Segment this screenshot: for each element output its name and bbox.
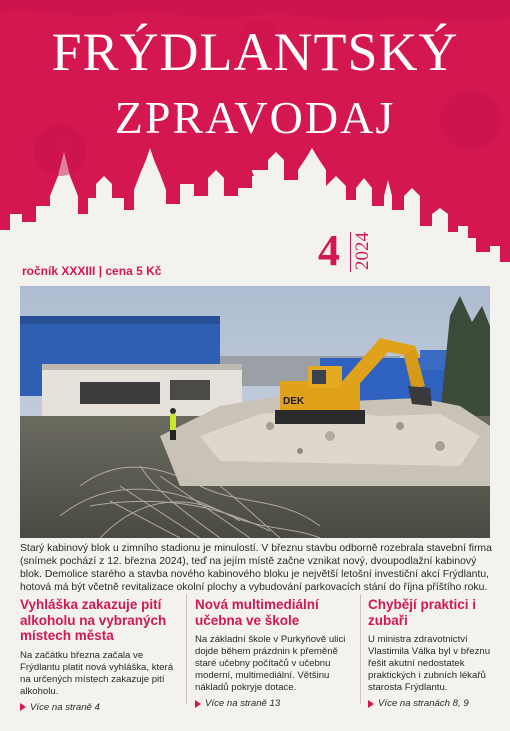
article-title: Chybějí praktici i zubaři [368,597,477,628]
issue-year: 2024 [352,232,373,270]
issue-number: 4 [318,226,340,275]
read-more-label: Více na straně 13 [205,698,281,709]
read-more-label: Více na straně 4 [30,701,100,713]
article-title: Vyhláška zakazuje pití alkoholu na vybraných místech města [20,597,167,643]
article-text: Na základní škole v Purkyňově ulici dojde během prázdnin k přeměně staré učebny počítačů v učebnu moderní, multimediální. Většinu nákladů pokryje dotace. [195,634,346,693]
photo-caption: Starý kabinový blok u zimního stadionu je minulostí. V březnu stavbu odborně rozebrala stavební firma (snímek pochází z 12. března 2024), teď na jejím místě začne vznikat nový, dvoupodlažní kabinový blok. Demolice starého a stavba nového kabinového bloku je největší letošní investiční akcí Frýdlantu, hotová má být včetně revitalizace okolní plochy a vybudování parkovacích stání do října příštího roku. [20,543,492,593]
issue-year-wrap [352,226,374,276]
article-text: Na začátku března začala ve Frýdlantu platit nová vyhláška, která na určených místech zakazuje pití alkoholu. [20,649,174,697]
read-more-label: Více na stranách 8, 9 [378,698,469,709]
article-text: U ministra zdravotnictví Vlastimila Válka byl v březnu řešit akutní nedostatek praktických i zubních lékařů starosta Frýdlantu. [368,634,491,693]
article-alcohol-ban[interactable] [20,597,178,713]
column-divider [360,594,361,704]
cover-photo [20,286,490,538]
article-doctors-shortage[interactable] [368,597,494,709]
arrow-right-icon [20,703,26,711]
masthead-title-line1: FRÝDLANTSKÝ [51,22,459,82]
read-more-link[interactable] [368,698,494,709]
issue-divider [350,232,351,272]
arrow-right-icon [368,700,374,708]
volume-and-price: ročník XXXIII | cena 5 Kč [22,264,162,278]
excavator-label: DEK [283,396,305,407]
masthead-title-line2: ZPRAVODAJ [114,92,396,143]
read-more-link[interactable] [20,702,178,713]
arrow-right-icon [195,700,201,708]
column-divider [186,594,187,704]
demolition-photo-illustration [20,286,490,538]
article-title: Nová multimediální učebna ve škole [195,597,319,628]
masthead [0,0,510,286]
article-multimedia-classroom[interactable] [195,597,355,709]
read-more-link[interactable] [195,698,355,709]
